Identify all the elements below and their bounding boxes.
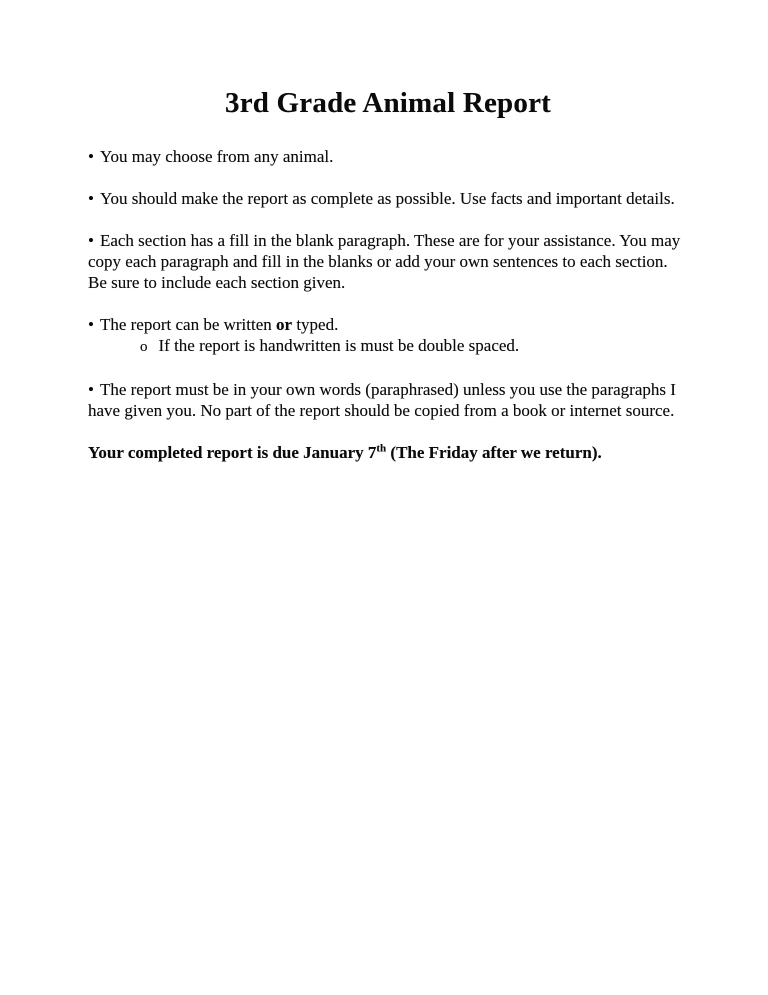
bullet-text: The report must be in your own words (paraphrased) unless you use the paragraphs I have given you. No part of the report should be copied from a book or internet source. bbox=[88, 380, 676, 420]
due-date-pre: Your completed report is due January 7 bbox=[88, 443, 377, 462]
bullet-icon: • bbox=[88, 315, 94, 334]
bullet-item-4 bbox=[88, 314, 688, 335]
due-date-post: (The Friday after we return). bbox=[386, 443, 602, 462]
bullet-icon: • bbox=[88, 189, 94, 208]
bullet-text: You should make the report as complete as possible. Use facts and important details. bbox=[99, 189, 675, 208]
bullet-text: Each section has a fill in the blank paragraph. These are for your assistance. You may copy each paragraph and fill in the blanks or add your own sentences to each section. Be sure to include each section given. bbox=[88, 231, 681, 292]
sub-bullet-item bbox=[88, 335, 688, 358]
bullet-item-2 bbox=[88, 188, 688, 209]
page-title: 3rd Grade Animal Report bbox=[225, 87, 551, 119]
bullet-icon: • bbox=[88, 231, 94, 250]
due-date-statement bbox=[88, 442, 688, 463]
bullet-item-5 bbox=[88, 379, 688, 421]
sub-bullet-text: If the report is handwritten is must be double spaced. bbox=[158, 336, 520, 355]
bullet-item-1 bbox=[88, 146, 688, 167]
bullet-text-bold: or bbox=[276, 315, 293, 334]
bullet-icon: • bbox=[88, 380, 94, 399]
bullet-icon: • bbox=[88, 147, 94, 166]
bullet-item-3 bbox=[88, 230, 688, 293]
circle-bullet-icon: o bbox=[140, 339, 148, 355]
bullet-text-pre: The report can be written bbox=[99, 315, 277, 334]
bullet-text-post: typed. bbox=[292, 315, 339, 334]
bullet-text: You may choose from any animal. bbox=[99, 147, 334, 166]
ordinal-superscript: th bbox=[376, 442, 387, 455]
